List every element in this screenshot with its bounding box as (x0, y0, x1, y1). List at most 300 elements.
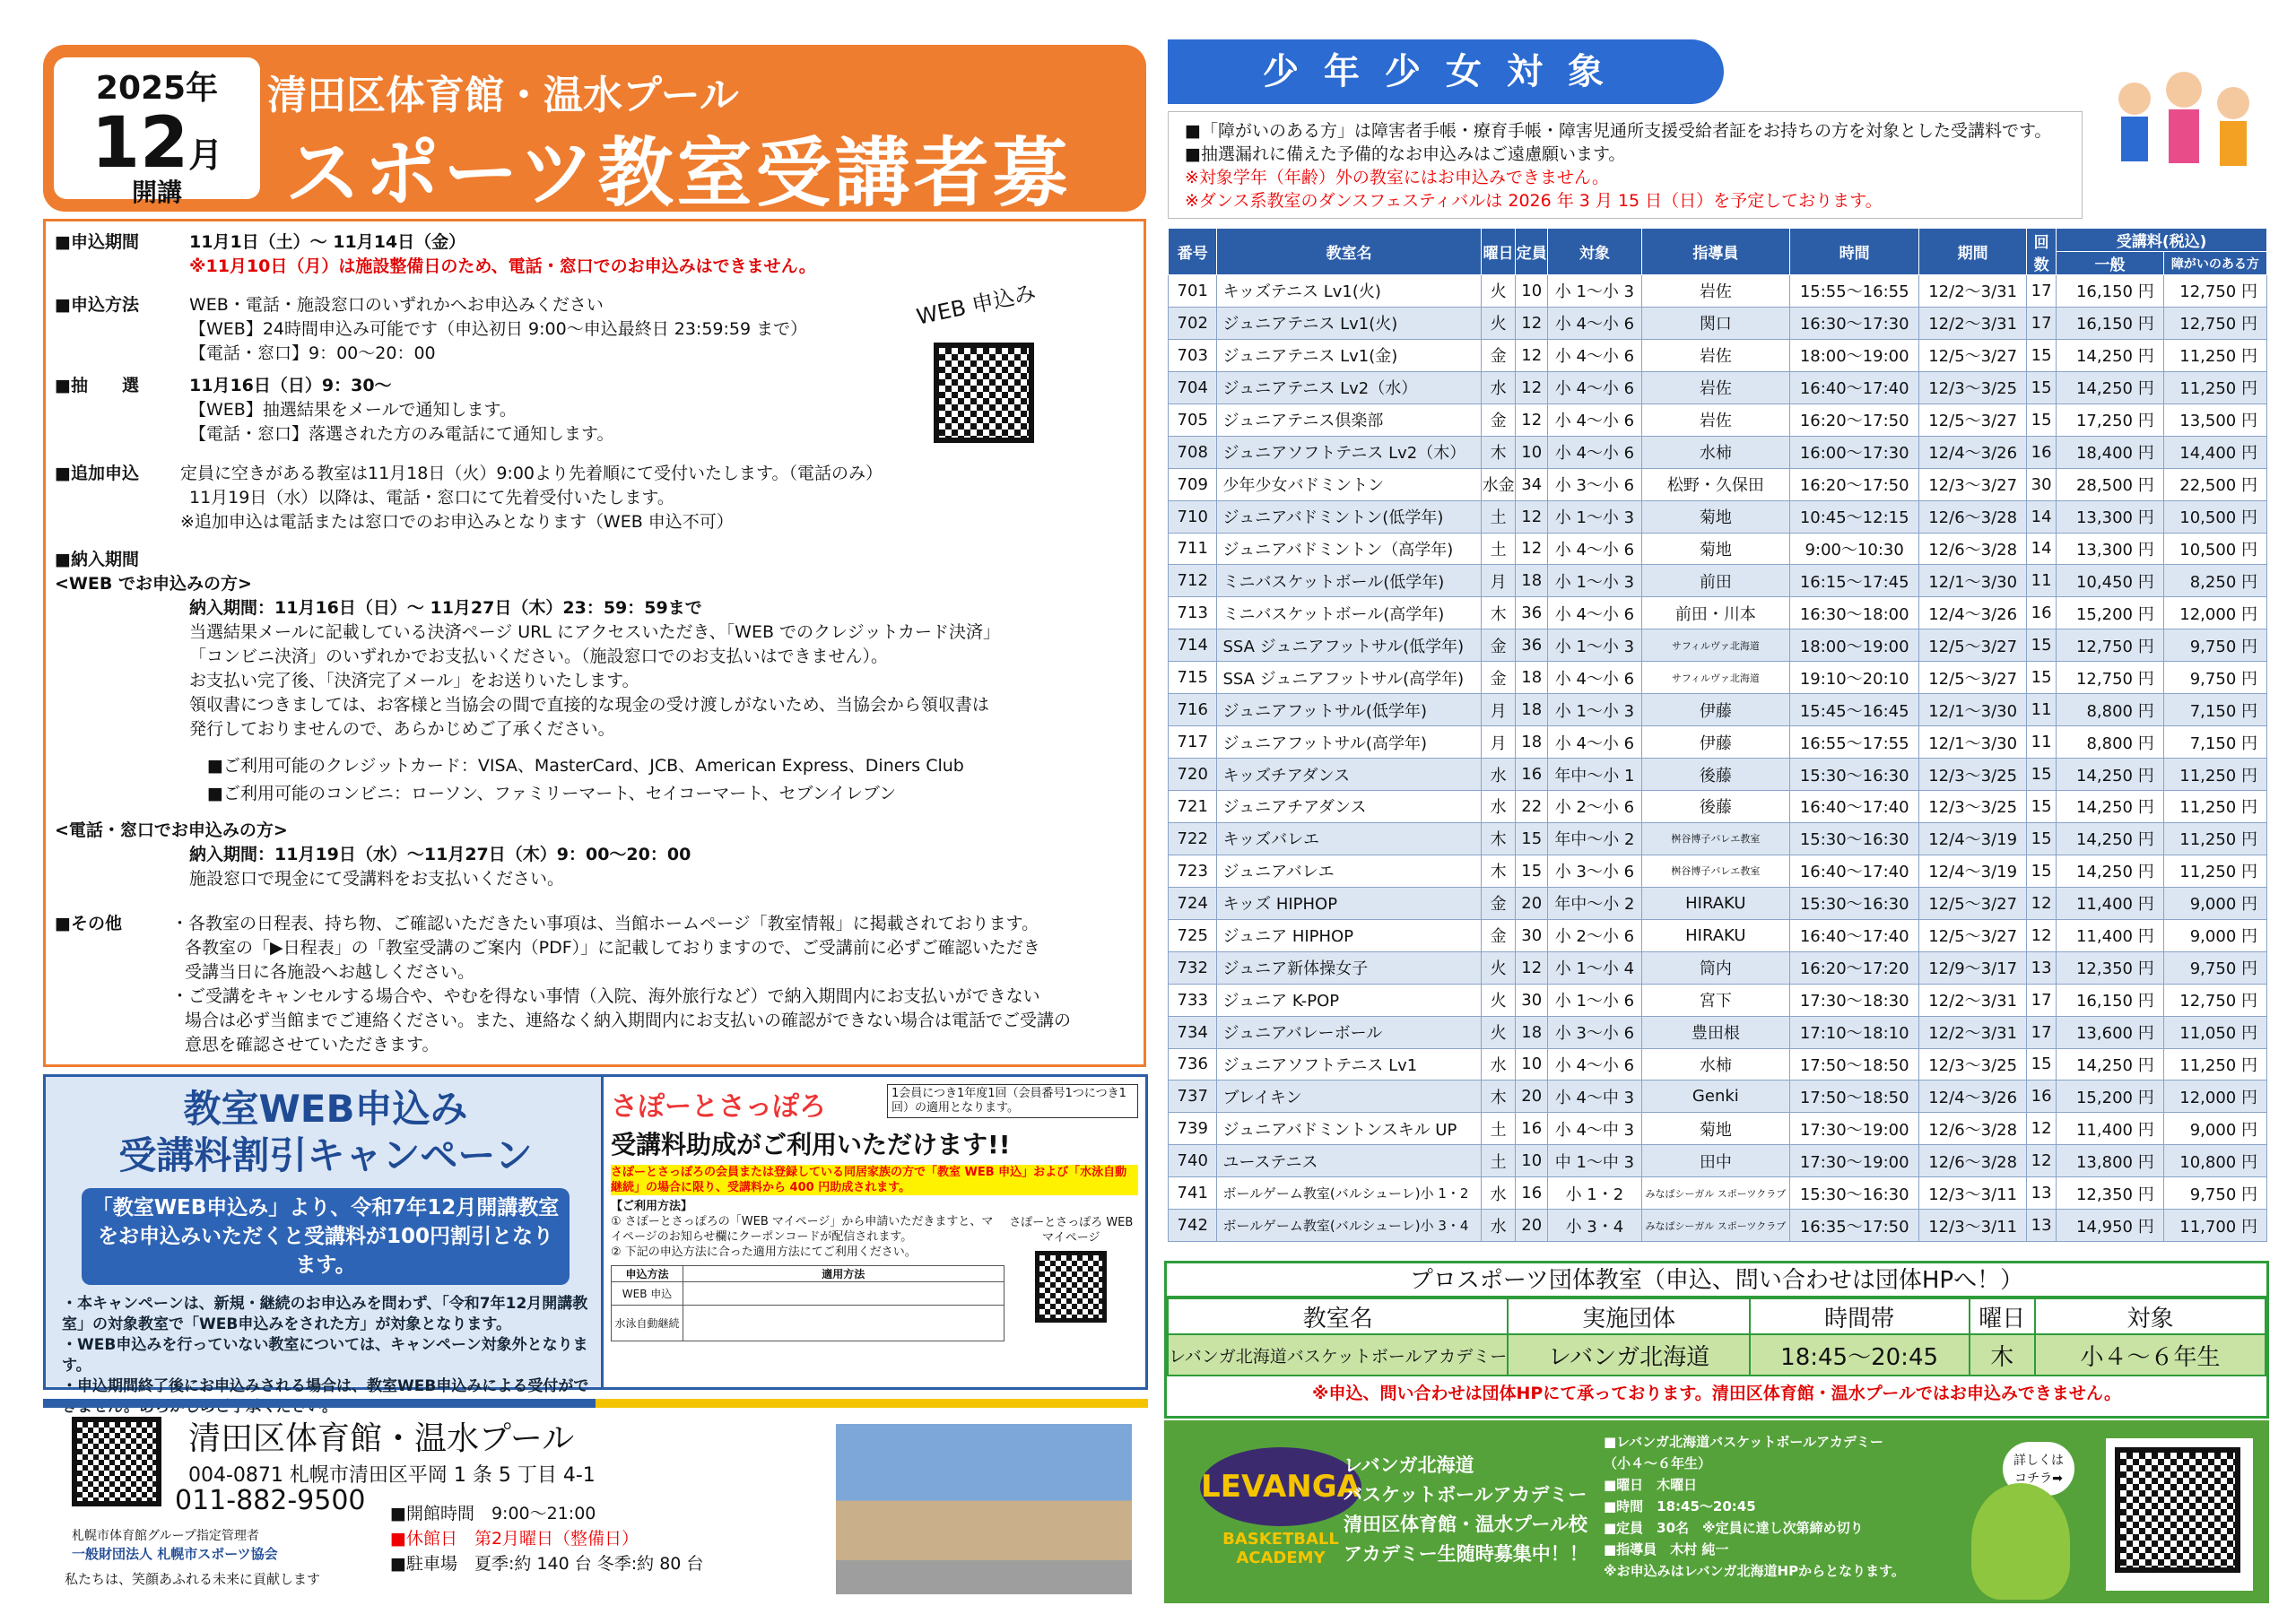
cell-target: 小 4～中 3 (1548, 1081, 1642, 1113)
cell-class-name: ジュニアチアダンス (1217, 791, 1481, 823)
cell-weekday: 木 (1481, 436, 1516, 468)
cell-time: 16:30～18:00 (1789, 597, 1919, 629)
cell-class-name: ボールゲーム教室(バルシューレ)小 1・2 (1217, 1177, 1481, 1210)
pro-table: 教室名 実施団体 時間帯 曜日 対象 レバンガ北海道バスケットボールアカデミー レバンガ北海道 18:45～20:45 木 小４～６年生 (1167, 1298, 2266, 1376)
table-row (1169, 339, 2267, 371)
cell-weekday: 土 (1481, 533, 1516, 565)
cell-time: 15:30～16:30 (1789, 822, 1919, 855)
cell-instructor: HIRAKU (1641, 887, 1789, 919)
date-box (54, 57, 260, 207)
table-row (1169, 629, 2267, 662)
cell-count: 15 (2026, 339, 2057, 371)
cell-time: 15:30～16:30 (1789, 759, 1919, 791)
cell-period: 12/3～3/25 (1919, 1048, 2026, 1081)
cell-count: 15 (2026, 855, 2057, 887)
cell-class-name: ジュニアテニス Lv1(火) (1217, 307, 1481, 339)
cell-instructor: 菊地 (1641, 533, 1789, 565)
cell-target: 小 4～小 6 (1548, 533, 1642, 565)
cell-time: 16:30～17:30 (1789, 307, 1919, 339)
cell-weekday: 月 (1481, 726, 1516, 759)
cell-capacity: 15 (1516, 855, 1548, 887)
cell-fee-general: 16,150 円 (2057, 275, 2163, 308)
month: 12 (91, 103, 189, 184)
cell-target: 小 1・2 (1548, 1177, 1642, 1210)
apply-method: ■申込方法 WEB・電話・施設窓口のいずれかへお申込みください 【WEB】24時間申込み可能です（申込初日 9:00～申込最終日 23:59:59 まで） 【電話・窓口】9：00～20：00 (55, 295, 808, 363)
cell-target: 小 2～小 6 (1548, 919, 1642, 951)
campaign-note: ・WEB申込みを行っていない教室については、キャンペーン対象外となります。 (62, 1336, 588, 1375)
cell-capacity: 30 (1516, 984, 1548, 1016)
cell-fee-disabled: 12,000 円 (2163, 1081, 2266, 1113)
th-period: 期間 (1919, 229, 2026, 275)
cell-period: 12/2～3/31 (1919, 1016, 2026, 1048)
facility-hours: ■開館時間 9:00～21:00 ■休館日 第2月曜日（整備日） ■駐車場 夏季:約 140 台 冬季:約 80 台 (390, 1504, 704, 1574)
table-row (1169, 275, 2267, 308)
cell-number: 733 (1169, 984, 1217, 1016)
facility-photo (836, 1424, 1132, 1594)
cell-period: 12/4～3/26 (1919, 597, 2026, 629)
table-row (1169, 1081, 2267, 1113)
support-qr[interactable] (1035, 1251, 1107, 1323)
pro-day: 木 (1970, 1334, 2035, 1376)
cell-weekday: 水金 (1481, 468, 1516, 500)
cell-number: 742 (1169, 1210, 1217, 1242)
cell-instructor: みなぱシーガル スポーツクラブ (1641, 1177, 1789, 1210)
cell-fee-disabled: 11,700 円 (2163, 1210, 2266, 1242)
cell-class-name: ジュニアバドミントン（高学年) (1217, 533, 1481, 565)
support-sapporo (601, 1074, 1148, 1390)
cell-time: 15:30～16:30 (1789, 887, 1919, 919)
cell-count: 12 (2026, 1145, 2057, 1177)
support-brand: さぽーとさっぽろ (611, 1091, 826, 1123)
cell-fee-general: 12,350 円 (2057, 1177, 2163, 1210)
cell-instructor: 後藤 (1641, 791, 1789, 823)
cell-class-name: SSA ジュニアフットサル(低学年) (1217, 629, 1481, 662)
cell-capacity: 36 (1516, 629, 1548, 662)
cell-weekday: 木 (1481, 855, 1516, 887)
cell-fee-general: 12,350 円 (2057, 951, 2163, 984)
facility-name: 清田区体育館・温水プール (188, 1420, 575, 1457)
cell-count: 11 (2026, 726, 2057, 759)
month-label: 月 (188, 135, 223, 175)
cell-weekday: 土 (1481, 1113, 1516, 1145)
cell-period: 12/3～3/11 (1919, 1177, 2026, 1210)
cell-class-name: ジュニアソフトテニス Lv2（木） (1217, 436, 1481, 468)
cell-target: 小 1～小 4 (1548, 951, 1642, 984)
table-row (1169, 855, 2267, 887)
cell-count: 16 (2026, 436, 2057, 468)
cell-fee-general: 14,250 円 (2057, 791, 2163, 823)
pro-note: ※申込、問い合わせは団体HPにて承っております。清田区体育館・温水プールではお申込みできません。 (1312, 1384, 2121, 1403)
cell-fee-disabled: 12,750 円 (2163, 275, 2266, 308)
cell-fee-disabled: 7,150 円 (2163, 694, 2266, 726)
table-row (1169, 919, 2267, 951)
cell-weekday: 木 (1481, 1081, 1516, 1113)
cell-fee-general: 18,400 円 (2057, 436, 2163, 468)
support-title: 受講料助成がご利用いただけます!! (611, 1130, 1011, 1159)
table-row (1169, 533, 2267, 565)
cell-class-name: ジュニア K-POP (1217, 984, 1481, 1016)
cell-count: 16 (2026, 1081, 2057, 1113)
cell-class-name: キッズ HIPHOP (1217, 887, 1481, 919)
th-instructor: 指導員 (1641, 229, 1789, 275)
support-step: ② 下記の申込方法に合った適用方法にてご利用ください。 (611, 1245, 917, 1259)
cell-time: 18:00～19:00 (1789, 629, 1919, 662)
cell-count: 17 (2026, 1016, 2057, 1048)
campaign-note: ・本キャンペーンは、新規・継続のお申込みを問わず、「令和7年12月開講教室」の対象教室で「WEB申込みをされた方」が対象となります。 (62, 1295, 588, 1333)
cell-fee-disabled: 9,000 円 (2163, 919, 2266, 951)
cell-class-name: ジュニアテニス Lv2（水） (1217, 371, 1481, 404)
facility-org: 一般財団法人 札幌市スポーツ協会 (72, 1546, 278, 1562)
cell-target: 小 3～小 6 (1548, 855, 1642, 887)
cell-number: 715 (1169, 662, 1217, 694)
cell-number: 713 (1169, 597, 1217, 629)
pro-target: 小４～６年生 (2035, 1334, 2266, 1376)
cell-capacity: 20 (1516, 887, 1548, 919)
cell-fee-disabled: 10,800 円 (2163, 1145, 2266, 1177)
lottery: ■抽 選 11月16日（日）9：30～ 【WEB】抽選結果をメールで通知します。 【電話・窓口】落選された方のみ電話にて通知します。 (55, 376, 614, 444)
th-time: 時間 (1789, 229, 1919, 275)
levanga-qr-card (2106, 1438, 2253, 1591)
cell-time: 16:20～17:20 (1789, 951, 1919, 984)
cell-time: 19:10～20:10 (1789, 662, 1919, 694)
cell-number: 703 (1169, 339, 1217, 371)
kaiko-label: 開講 (131, 178, 182, 207)
levanga-bubble[interactable]: 詳しくは コチラ➡ (2003, 1442, 2074, 1496)
table-row (1169, 1210, 2267, 1242)
cell-capacity: 12 (1516, 339, 1548, 371)
cell-count: 13 (2026, 1177, 2057, 1210)
cell-capacity: 18 (1516, 1016, 1548, 1048)
cell-time: 17:10～18:10 (1789, 1016, 1919, 1048)
cell-fee-general: 28,500 円 (2057, 468, 2163, 500)
cell-weekday: 火 (1481, 951, 1516, 984)
cell-count: 14 (2026, 533, 2057, 565)
cell-weekday: 火 (1481, 275, 1516, 308)
cell-number: 721 (1169, 791, 1217, 823)
cell-time: 9:00～10:30 (1789, 533, 1919, 565)
cell-target: 小 3～小 6 (1548, 468, 1642, 500)
cell-count: 15 (2026, 1048, 2057, 1081)
cell-target: 中 1～中 3 (1548, 1145, 1642, 1177)
cell-fee-disabled: 14,400 円 (2163, 436, 2266, 468)
cell-fee-general: 14,250 円 (2057, 855, 2163, 887)
cell-target: 小 4～小 6 (1548, 726, 1642, 759)
cell-count: 17 (2026, 275, 2057, 308)
cell-class-name: ボールゲーム教室(バルシューレ)小 3・4 (1217, 1210, 1481, 1242)
cell-class-name: ジュニアテニス倶楽部 (1217, 404, 1481, 436)
pro-time: 18:45～20:45 (1750, 1334, 1970, 1376)
cell-capacity: 12 (1516, 533, 1548, 565)
table-row (1169, 565, 2267, 597)
cell-fee-general: 17,250 円 (2057, 404, 2163, 436)
pro-sports (1164, 1261, 2269, 1419)
cell-capacity: 20 (1516, 1210, 1548, 1242)
cell-time: 16:40～17:40 (1789, 919, 1919, 951)
cell-fee-disabled: 9,750 円 (2163, 629, 2266, 662)
cell-instructor: 後藤 (1641, 759, 1789, 791)
cell-fee-disabled: 9,750 円 (2163, 1177, 2266, 1210)
th-class-name: 教室名 (1217, 229, 1481, 275)
cell-weekday: 水 (1481, 791, 1516, 823)
table-row (1169, 1113, 2267, 1145)
cell-instructor: 桝谷博子バレエ教室 (1641, 822, 1789, 855)
cell-period: 12/3～3/25 (1919, 759, 2026, 791)
table-row (1169, 791, 2267, 823)
cell-weekday: 木 (1481, 597, 1516, 629)
cell-number: 712 (1169, 565, 1217, 597)
cell-target: 小 4～小 6 (1548, 1048, 1642, 1081)
cell-instructor: 豊田根 (1641, 1016, 1789, 1048)
cell-number: 710 (1169, 500, 1217, 533)
campaign-title-1: 教室WEB申込み (183, 1087, 468, 1131)
cell-target: 年中～小 2 (1548, 887, 1642, 919)
cell-class-name: ジュニア HIPHOP (1217, 919, 1481, 951)
cell-target: 小 1～小 3 (1548, 629, 1642, 662)
cell-time: 17:30～19:00 (1789, 1145, 1919, 1177)
cell-instructor: 関口 (1641, 307, 1789, 339)
cell-period: 12/2～3/31 (1919, 307, 2026, 339)
support-table: 申込方法 適用方法 WEB 申込 水泳自動継続 (611, 1265, 1004, 1341)
cell-capacity: 12 (1516, 371, 1548, 404)
cell-number: 737 (1169, 1081, 1217, 1113)
cell-count: 14 (2026, 500, 2057, 533)
cell-count: 30 (2026, 468, 2057, 500)
cell-class-name: ミニバスケットボール(高学年) (1217, 597, 1481, 629)
cell-time: 16:00～17:30 (1789, 436, 1919, 468)
cell-weekday: 金 (1481, 919, 1516, 951)
page-title: スポーツ教室受講者募集 (285, 129, 1072, 325)
cell-target: 小 4～中 3 (1548, 1113, 1642, 1145)
cell-instructor: 岩佐 (1641, 275, 1789, 308)
cell-fee-disabled: 11,250 円 (2163, 822, 2266, 855)
campaign-note: ・申込期間終了後にお申込みされる場合は、教室WEB申込みによる受付がで (62, 1377, 589, 1395)
pro-class: レバンガ北海道バスケットボールアカデミー (1168, 1334, 1508, 1376)
cell-class-name: ジュニアソフトテニス Lv1 (1217, 1048, 1481, 1081)
cell-instructor: 岩佐 (1641, 339, 1789, 371)
cell-capacity: 16 (1516, 759, 1548, 791)
cell-fee-disabled: 22,500 円 (2163, 468, 2266, 500)
cell-weekday: 火 (1481, 1016, 1516, 1048)
web-apply-qr[interactable] (934, 343, 1034, 443)
cell-instructor: 伊藤 (1641, 694, 1789, 726)
cell-weekday: 火 (1481, 984, 1516, 1016)
cell-period: 12/1～3/30 (1919, 694, 2026, 726)
cell-period: 12/4～3/26 (1919, 1081, 2026, 1113)
cell-fee-disabled: 9,750 円 (2163, 951, 2266, 984)
cell-target: 小 1～小 3 (1548, 565, 1642, 597)
cell-number: 734 (1169, 1016, 1217, 1048)
facility-qr[interactable] (72, 1417, 161, 1506)
table-row (1169, 759, 2267, 791)
table-row (1169, 1177, 2267, 1210)
cell-instructor: 田中 (1641, 1145, 1789, 1177)
cell-fee-disabled: 11,250 円 (2163, 759, 2266, 791)
web-apply-label: WEB 申込み (914, 280, 1039, 330)
levanga-details: ■レバンガ北海道バスケットボールアカデミー （小４～６年生） ■曜日 木曜日 ■時間 18:45～20:45 ■定員 30名 ※定員に達し次第締め切り ■指導員 木村 純一 ※お申込みはレバンガ北海道HPからとなります。 (1604, 1434, 1905, 1579)
cell-class-name: キッズバレエ (1217, 822, 1481, 855)
cell-fee-disabled: 11,250 円 (2163, 1048, 2266, 1081)
table-row (1169, 887, 2267, 919)
cell-weekday: 金 (1481, 404, 1516, 436)
cell-target: 小 4～小 6 (1548, 597, 1642, 629)
cell-fee-disabled: 12,000 円 (2163, 597, 2266, 629)
cell-fee-general: 12,750 円 (2057, 662, 2163, 694)
facility-subtitle: 清田区体育館・温水プール (267, 73, 739, 118)
cell-capacity: 22 (1516, 791, 1548, 823)
cell-period: 12/3～3/27 (1919, 468, 2026, 500)
th-fee: 受講料(税込) (2057, 229, 2267, 252)
cell-target: 小 4～小 6 (1548, 404, 1642, 436)
cell-period: 12/3～3/25 (1919, 371, 2026, 404)
cell-period: 12/6～3/28 (1919, 1145, 2026, 1177)
cell-capacity: 10 (1516, 1145, 1548, 1177)
cell-count: 12 (2026, 919, 2057, 951)
kids-illustration-icon (2099, 54, 2269, 197)
cell-class-name: ジュニアバドミントン(低学年) (1217, 500, 1481, 533)
cell-weekday: 金 (1481, 662, 1516, 694)
cell-capacity: 18 (1516, 565, 1548, 597)
cell-period: 12/5～3/27 (1919, 404, 2026, 436)
cell-count: 16 (2026, 597, 2057, 629)
cell-capacity: 16 (1516, 1177, 1548, 1210)
cell-period: 12/4～3/26 (1919, 436, 2026, 468)
cell-fee-disabled: 7,150 円 (2163, 726, 2266, 759)
web-campaign (43, 1074, 608, 1395)
cell-fee-general: 8,800 円 (2057, 726, 2163, 759)
cell-count: 13 (2026, 1210, 2057, 1242)
cell-class-name: 少年少女バドミントン (1217, 468, 1481, 500)
cell-count: 11 (2026, 565, 2057, 597)
table-row (1169, 307, 2267, 339)
cell-fee-general: 13,600 円 (2057, 1016, 2163, 1048)
cell-class-name: キッズテニス Lv1(火) (1217, 275, 1481, 308)
cell-time: 16:20～17:50 (1789, 404, 1919, 436)
cell-capacity: 16 (1516, 1113, 1548, 1145)
cell-count: 15 (2026, 822, 2057, 855)
cell-instructor: 松野・久保田 (1641, 468, 1789, 500)
cell-number: 739 (1169, 1113, 1217, 1145)
table-row (1169, 662, 2267, 694)
cell-class-name: ブレイキン (1217, 1081, 1481, 1113)
cell-fee-general: 14,250 円 (2057, 339, 2163, 371)
cell-fee-disabled: 8,250 円 (2163, 565, 2266, 597)
cell-fee-general: 13,300 円 (2057, 500, 2163, 533)
cell-weekday: 水 (1481, 371, 1516, 404)
support-desc: さぽーとさっぽろの会員または登録している同居家族の方で「教室 WEB 申込」および「水泳自動継続」の場合に限り、受講料から 400 円助成されます。 (611, 1165, 1138, 1195)
cell-fee-disabled: 11,050 円 (2163, 1016, 2266, 1048)
cell-number: 714 (1169, 629, 1217, 662)
th-fee-disabled: 障がいのある方 (2163, 252, 2266, 275)
cell-weekday: 土 (1481, 500, 1516, 533)
support-howto: 【ご利用方法】 (611, 1200, 693, 1213)
support-step: ① さぽーとさっぽろの「WEB マイページ」から申請いただきますと、マイページのお知らせ欄にクーポンコードが配信されます。 (611, 1215, 994, 1244)
kids-notes: ■「障がいのある方」は障害者手帳・療育手帳・障害児通所支援受給者証をお持ちの方を対象とした受講料です。 ■抽選漏れに備えた予備的なお申込みはご遠慮願います。 ※対象学年（年齢）外の教室にはお申込みできません。 ※ダンス系教室のダンスフェスティバルは 2026 年 3 月 15 日（日）を予定しております。 (1168, 111, 2083, 219)
cell-count: 15 (2026, 662, 2057, 694)
cell-class-name: ジュニアバドミントンスキル UP (1217, 1113, 1481, 1145)
cell-weekday: 木 (1481, 822, 1516, 855)
cell-target: 小 1～小 3 (1548, 275, 1642, 308)
cell-fee-disabled: 9,000 円 (2163, 1113, 2266, 1145)
cell-time: 17:50～18:50 (1789, 1081, 1919, 1113)
cell-count: 17 (2026, 307, 2057, 339)
cell-target: 小 4～小 6 (1548, 436, 1642, 468)
cell-fee-disabled: 12,750 円 (2163, 307, 2266, 339)
table-row (1169, 404, 2267, 436)
support-qr-label: さぽーとさっぽろ WEB マイページ (1009, 1216, 1134, 1245)
apply-period: ■申込期間 11月1日（土）～ 11月14日（金） ※11月10日（月）は施設整備日のため、電話・窓口でのお申込みはできません。 (55, 232, 816, 276)
cell-fee-general: 12,750 円 (2057, 629, 2163, 662)
table-row (1169, 726, 2267, 759)
cell-fee-disabled: 9,750 円 (2163, 662, 2266, 694)
cell-instructor: 水柿 (1641, 1048, 1789, 1081)
cell-instructor: Genki (1641, 1081, 1789, 1113)
cell-class-name: ジュニアバレエ (1217, 855, 1481, 887)
table-row (1169, 822, 2267, 855)
cell-time: 10:45～12:15 (1789, 500, 1919, 533)
levanga-qr[interactable] (2115, 1447, 2240, 1573)
cell-period: 12/1～3/30 (1919, 565, 2026, 597)
cell-capacity: 18 (1516, 662, 1548, 694)
table-row (1169, 1048, 2267, 1081)
cell-capacity: 10 (1516, 275, 1548, 308)
cell-number: 741 (1169, 1177, 1217, 1210)
cell-number: 711 (1169, 533, 1217, 565)
cell-period: 12/5～3/27 (1919, 662, 2026, 694)
cell-number: 702 (1169, 307, 1217, 339)
cell-fee-general: 13,800 円 (2057, 1145, 2163, 1177)
cell-number: 709 (1169, 468, 1217, 500)
facility-slogan: 私たちは、笑顔あふれる未来に貢献します (65, 1571, 321, 1587)
cell-fee-general: 14,250 円 (2057, 371, 2163, 404)
cell-weekday: 水 (1481, 1177, 1516, 1210)
cell-instructor: サフィルヴァ北海道 (1641, 662, 1789, 694)
cell-instructor: 菊地 (1641, 500, 1789, 533)
cell-instructor: 前田 (1641, 565, 1789, 597)
cell-period: 12/5～3/27 (1919, 919, 2026, 951)
pro-title: プロスポーツ団体教室（申込、問い合わせは団体HPへ！） (1167, 1263, 2266, 1298)
cell-period: 12/9～3/17 (1919, 951, 2026, 984)
cell-number: 732 (1169, 951, 1217, 984)
th-target: 対象 (1548, 229, 1642, 275)
cell-number: 716 (1169, 694, 1217, 726)
cell-fee-disabled: 10,500 円 (2163, 500, 2266, 533)
cell-count: 15 (2026, 629, 2057, 662)
cell-capacity: 20 (1516, 1081, 1548, 1113)
support-badge: 1会員につき1年度1回（会員番号1つにつき1回）の適用となります。 (887, 1084, 1138, 1118)
cell-time: 17:30～19:00 (1789, 1113, 1919, 1145)
extra-apply: ■追加申込 定員に空きがある教室は11月18日（火）9:00より先着順にて受付いたします。（電話のみ） 11月19日（水）以降は、電話・窓口にて先着受付いたします。 ※追加申込は電話または窓口でのお申込みとなります（WEB 申込不可） (55, 464, 883, 532)
cell-capacity: 12 (1516, 500, 1548, 533)
th-number: 番号 (1169, 229, 1217, 275)
cell-capacity: 34 (1516, 468, 1548, 500)
cell-weekday: 水 (1481, 1210, 1516, 1242)
cell-number: 725 (1169, 919, 1217, 951)
table-row (1169, 1016, 2267, 1048)
cell-time: 16:40～17:40 (1789, 791, 1919, 823)
pro-org: レバンガ北海道 (1508, 1334, 1749, 1376)
cell-capacity: 12 (1516, 307, 1548, 339)
cell-capacity: 30 (1516, 919, 1548, 951)
cell-fee-general: 14,250 円 (2057, 822, 2163, 855)
facility-tel[interactable]: 011-882-9500 (175, 1485, 366, 1516)
cell-number: 705 (1169, 404, 1217, 436)
cell-count: 11 (2026, 694, 2057, 726)
table-row (1169, 951, 2267, 984)
cell-period: 12/1～3/30 (1919, 726, 2026, 759)
cell-target: 小 3・4 (1548, 1210, 1642, 1242)
cell-fee-disabled: 13,500 円 (2163, 404, 2266, 436)
cell-class-name: ジュニア新体操女子 (1217, 951, 1481, 984)
